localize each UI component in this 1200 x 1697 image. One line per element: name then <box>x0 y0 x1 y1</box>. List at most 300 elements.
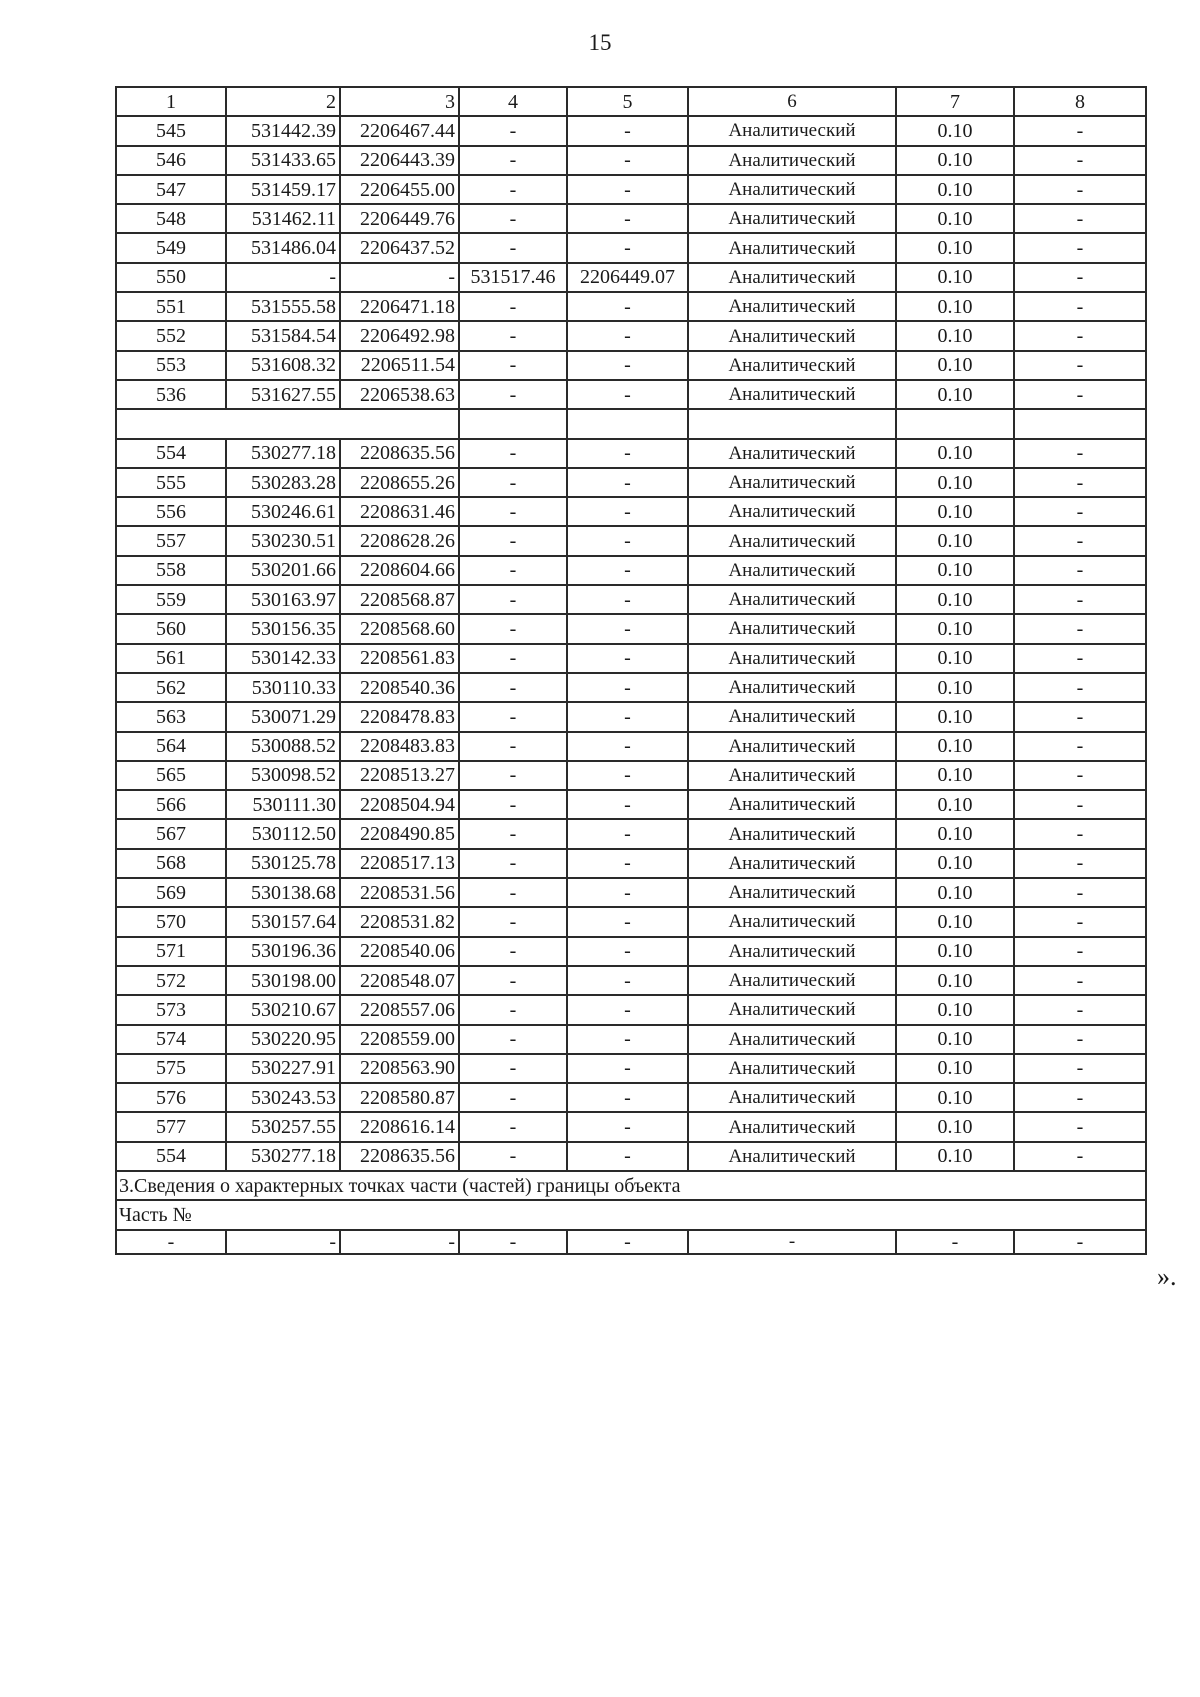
table-cell: - <box>459 937 567 966</box>
table-row <box>116 468 1146 497</box>
table-cell: 555 <box>116 468 226 497</box>
table-cell: Аналитический <box>688 468 896 497</box>
table-cell: - <box>567 146 688 175</box>
table-cell: 530163.97 <box>226 585 340 614</box>
table-cell: Аналитический <box>688 673 896 702</box>
table-header-row <box>116 87 1146 116</box>
table-row <box>116 644 1146 673</box>
table-cell: 530196.36 <box>226 937 340 966</box>
table-cell: 0.10 <box>896 907 1014 936</box>
table-cell: - <box>567 439 688 468</box>
table-cell: - <box>567 995 688 1024</box>
table-cell: 556 <box>116 497 226 526</box>
table-cell: Аналитический <box>688 497 896 526</box>
table-cell: 557 <box>116 526 226 555</box>
table-cell: 530283.28 <box>226 468 340 497</box>
separator-cell <box>1014 409 1146 438</box>
table-cell: - <box>459 585 567 614</box>
table-cell: - <box>1014 1054 1146 1083</box>
table-cell: 0.10 <box>896 966 1014 995</box>
table-cell: 0.10 <box>896 790 1014 819</box>
table-cell: 0.10 <box>896 497 1014 526</box>
table-cell: 530201.66 <box>226 556 340 585</box>
table-cell: - <box>459 497 567 526</box>
table-cell: 549 <box>116 233 226 262</box>
table-cell: 0.10 <box>896 819 1014 848</box>
table-cell: 570 <box>116 907 226 936</box>
table-cell: 0.10 <box>896 1054 1014 1083</box>
table-cell: 2208568.60 <box>340 614 459 643</box>
table-row <box>116 1142 1146 1171</box>
closing-quote: ». <box>1157 1262 1177 1291</box>
table-cell: - <box>567 233 688 262</box>
table-cell: 2208490.85 <box>340 819 459 848</box>
table-cell: - <box>459 175 567 204</box>
table-cell: 0.10 <box>896 292 1014 321</box>
table-cell: 530230.51 <box>226 526 340 555</box>
table-row <box>116 937 1146 966</box>
table-cell: 2208540.36 <box>340 673 459 702</box>
table-cell: 531486.04 <box>226 233 340 262</box>
table-cell: Аналитический <box>688 439 896 468</box>
table-cell: 2206437.52 <box>340 233 459 262</box>
table-cell: 0.10 <box>896 644 1014 673</box>
table-cell: Аналитический <box>688 937 896 966</box>
table-cell: - <box>1014 1112 1146 1141</box>
table-cell: 0.10 <box>896 116 1014 145</box>
table-cell: 530227.91 <box>226 1054 340 1083</box>
table-cell: - <box>1014 146 1146 175</box>
table-cell: 531584.54 <box>226 321 340 350</box>
table-cell: - <box>1014 1083 1146 1112</box>
table-cell: 548 <box>116 204 226 233</box>
table-cell: - <box>567 116 688 145</box>
table-cell: 562 <box>116 673 226 702</box>
table-cell: 2208548.07 <box>340 966 459 995</box>
table-cell: 2206455.00 <box>340 175 459 204</box>
table-cell: - <box>1014 233 1146 262</box>
table-cell: - <box>567 351 688 380</box>
table-cell: 0.10 <box>896 1025 1014 1054</box>
table-cell: 0.10 <box>896 849 1014 878</box>
table-cell: - <box>1014 468 1146 497</box>
table-cell: - <box>459 614 567 643</box>
table-cell: - <box>1014 1142 1146 1171</box>
table-cell: Аналитический <box>688 556 896 585</box>
section-3-title: 3.Сведения о характерных точках части (частей) границы объекта <box>116 1171 1146 1200</box>
table-cell: 2 <box>226 87 340 116</box>
table-cell: - <box>1014 263 1146 292</box>
table-cell: Аналитический <box>688 995 896 1024</box>
table-cell: 547 <box>116 175 226 204</box>
table-row <box>116 790 1146 819</box>
table-cell: - <box>567 380 688 409</box>
table-cell: 530111.30 <box>226 790 340 819</box>
table-cell: 2208628.26 <box>340 526 459 555</box>
table-cell: - <box>459 1230 567 1254</box>
table-cell: Аналитический <box>688 292 896 321</box>
table-cell: 530098.52 <box>226 761 340 790</box>
table-cell: - <box>567 790 688 819</box>
table-cell: 0.10 <box>896 146 1014 175</box>
table-cell: 530246.61 <box>226 497 340 526</box>
table-row <box>116 204 1146 233</box>
table-row <box>116 233 1146 262</box>
table-row <box>116 439 1146 468</box>
table-cell: 564 <box>116 732 226 761</box>
table-cell: - <box>1014 556 1146 585</box>
table-cell: - <box>459 878 567 907</box>
table-cell: 530198.00 <box>226 966 340 995</box>
table-row <box>116 1230 1146 1254</box>
table-cell: 551 <box>116 292 226 321</box>
table-cell: - <box>459 1083 567 1112</box>
table-cell: Аналитический <box>688 526 896 555</box>
table-cell: Аналитический <box>688 233 896 262</box>
table-cell: - <box>459 819 567 848</box>
table-cell: 2208616.14 <box>340 1112 459 1141</box>
table-cell: - <box>1014 761 1146 790</box>
table-cell: 560 <box>116 614 226 643</box>
table-cell: - <box>459 761 567 790</box>
table-cell: 530088.52 <box>226 732 340 761</box>
table-cell: 0.10 <box>896 1112 1014 1141</box>
table-cell: - <box>1014 966 1146 995</box>
table-cell: - <box>1014 614 1146 643</box>
table-cell: 0.10 <box>896 380 1014 409</box>
table-cell: 0.10 <box>896 233 1014 262</box>
table-row <box>116 761 1146 790</box>
table-cell: 530157.64 <box>226 907 340 936</box>
table-cell: 2208513.27 <box>340 761 459 790</box>
table-cell: Аналитический <box>688 175 896 204</box>
table-cell: Аналитический <box>688 585 896 614</box>
table-cell: Аналитический <box>688 1112 896 1141</box>
table-cell: - <box>1014 790 1146 819</box>
table-cell: - <box>567 761 688 790</box>
table-cell: 554 <box>116 1142 226 1171</box>
table-cell: 2206471.18 <box>340 292 459 321</box>
table-row <box>116 995 1146 1024</box>
table-cell: 0.10 <box>896 673 1014 702</box>
table-cell: 574 <box>116 1025 226 1054</box>
table-cell: - <box>459 673 567 702</box>
table-cell: 530142.33 <box>226 644 340 673</box>
table-cell: 2208531.56 <box>340 878 459 907</box>
table-row <box>116 819 1146 848</box>
table-row <box>116 732 1146 761</box>
table-row <box>116 673 1146 702</box>
separator-cell <box>688 409 896 438</box>
table-cell: - <box>459 907 567 936</box>
table-cell: - <box>1014 702 1146 731</box>
table-cell: 2208635.56 <box>340 439 459 468</box>
table-cell: - <box>567 585 688 614</box>
table-cell: 572 <box>116 966 226 995</box>
table-cell: - <box>567 1054 688 1083</box>
table-cell: 2208568.87 <box>340 585 459 614</box>
table-cell: 2206449.76 <box>340 204 459 233</box>
table-cell: - <box>1014 995 1146 1024</box>
table-cell: 2208531.82 <box>340 907 459 936</box>
table-cell: - <box>1014 175 1146 204</box>
table-cell: - <box>567 1112 688 1141</box>
table-cell: 571 <box>116 937 226 966</box>
table-cell: 546 <box>116 146 226 175</box>
table-cell: 530071.29 <box>226 702 340 731</box>
table-cell: 2206467.44 <box>340 116 459 145</box>
table-cell: - <box>116 1230 226 1254</box>
table-cell: - <box>567 614 688 643</box>
table-cell: - <box>1014 732 1146 761</box>
table-cell: 0.10 <box>896 468 1014 497</box>
table-cell: 2208557.06 <box>340 995 459 1024</box>
group-separator-row <box>116 409 1146 438</box>
table-cell: - <box>226 263 340 292</box>
table-cell: 569 <box>116 878 226 907</box>
table-cell: 2208483.83 <box>340 732 459 761</box>
table-cell: 561 <box>116 644 226 673</box>
table-cell: - <box>1014 439 1146 468</box>
table-cell: 530220.95 <box>226 1025 340 1054</box>
table-cell: - <box>459 204 567 233</box>
table-cell: 531608.32 <box>226 351 340 380</box>
table-cell: 0.10 <box>896 351 1014 380</box>
table-cell: - <box>1014 878 1146 907</box>
table-cell: - <box>567 292 688 321</box>
table-cell: 3 <box>340 87 459 116</box>
table-cell: - <box>340 263 459 292</box>
table-cell: Аналитический <box>688 263 896 292</box>
table-cell: 2208478.83 <box>340 702 459 731</box>
table-cell: Аналитический <box>688 116 896 145</box>
table-cell: 7 <box>896 87 1014 116</box>
table-cell: 0.10 <box>896 263 1014 292</box>
table-cell: 531517.46 <box>459 263 567 292</box>
table-cell: - <box>340 1230 459 1254</box>
table-cell: Аналитический <box>688 1054 896 1083</box>
table-row <box>116 321 1146 350</box>
table-cell: - <box>567 907 688 936</box>
table-cell: Аналитический <box>688 702 896 731</box>
separator-cell <box>567 409 688 438</box>
table-cell: - <box>1014 526 1146 555</box>
table-cell: 0.10 <box>896 321 1014 350</box>
table-row <box>116 526 1146 555</box>
table-cell: 565 <box>116 761 226 790</box>
table-row <box>116 614 1146 643</box>
table-cell: Аналитический <box>688 351 896 380</box>
table-cell: Аналитический <box>688 146 896 175</box>
table-cell: 531627.55 <box>226 380 340 409</box>
table-cell: 2206538.63 <box>340 380 459 409</box>
table-cell: - <box>567 702 688 731</box>
table-cell: - <box>459 790 567 819</box>
table-cell: 545 <box>116 116 226 145</box>
table-cell: 568 <box>116 849 226 878</box>
table-cell: 0.10 <box>896 526 1014 555</box>
table-cell: - <box>1014 849 1146 878</box>
table-cell: - <box>1014 1230 1146 1254</box>
table-cell: - <box>459 1054 567 1083</box>
section-heading-row <box>116 1171 1146 1200</box>
table-cell: - <box>567 644 688 673</box>
table-cell: 530243.53 <box>226 1083 340 1112</box>
table-cell: - <box>459 1025 567 1054</box>
table-cell: 2208580.87 <box>340 1083 459 1112</box>
table-cell: Аналитический <box>688 849 896 878</box>
table-cell: 531442.39 <box>226 116 340 145</box>
table-cell: - <box>459 146 567 175</box>
table-row <box>116 1112 1146 1141</box>
table-row <box>116 175 1146 204</box>
table-cell: 530210.67 <box>226 995 340 1024</box>
table-cell: - <box>459 732 567 761</box>
table-row <box>116 849 1146 878</box>
table-cell: - <box>567 966 688 995</box>
table-cell: - <box>567 468 688 497</box>
table-cell: 558 <box>116 556 226 585</box>
table-cell: 0.10 <box>896 1083 1014 1112</box>
table-cell: 530156.35 <box>226 614 340 643</box>
separator-cell <box>459 409 567 438</box>
table-cell: 559 <box>116 585 226 614</box>
table-cell: - <box>567 1230 688 1254</box>
table-cell: 0.10 <box>896 1142 1014 1171</box>
table-cell: - <box>567 819 688 848</box>
table-cell: Аналитический <box>688 966 896 995</box>
table-cell: - <box>459 966 567 995</box>
table-cell: Аналитический <box>688 1025 896 1054</box>
table-cell: 2208604.66 <box>340 556 459 585</box>
table-cell: 0.10 <box>896 702 1014 731</box>
table-cell: - <box>567 204 688 233</box>
table-cell: - <box>1014 585 1146 614</box>
part-label-row <box>116 1200 1146 1229</box>
table-cell: 2206511.54 <box>340 351 459 380</box>
table-cell: 554 <box>116 439 226 468</box>
separator-cell <box>116 409 459 438</box>
table-cell: 0.10 <box>896 556 1014 585</box>
boundary-points-table <box>115 86 1147 1255</box>
table-cell: 552 <box>116 321 226 350</box>
table-cell: - <box>1014 819 1146 848</box>
table-cell: 576 <box>116 1083 226 1112</box>
table-cell: - <box>567 1142 688 1171</box>
table-cell: 0.10 <box>896 585 1014 614</box>
table-cell: - <box>567 497 688 526</box>
table-cell: - <box>459 292 567 321</box>
table-row <box>116 1054 1146 1083</box>
table-cell: - <box>1014 321 1146 350</box>
table-cell: - <box>459 439 567 468</box>
table-cell: Аналитический <box>688 644 896 673</box>
table-cell: 530125.78 <box>226 849 340 878</box>
table-cell: - <box>1014 673 1146 702</box>
table-cell: - <box>567 526 688 555</box>
table-cell: 2206443.39 <box>340 146 459 175</box>
table-cell: 0.10 <box>896 732 1014 761</box>
table-cell: - <box>1014 351 1146 380</box>
table-cell: - <box>459 116 567 145</box>
table-cell: - <box>567 175 688 204</box>
table-cell: 531462.11 <box>226 204 340 233</box>
table-cell: 575 <box>116 1054 226 1083</box>
table-cell: 1 <box>116 87 226 116</box>
table-cell: 2208540.06 <box>340 937 459 966</box>
table-cell: 0.10 <box>896 614 1014 643</box>
table-cell: Аналитический <box>688 819 896 848</box>
table-cell: 530110.33 <box>226 673 340 702</box>
table-cell: 0.10 <box>896 995 1014 1024</box>
table-cell: 531555.58 <box>226 292 340 321</box>
table-row <box>116 263 1146 292</box>
table-cell: - <box>459 849 567 878</box>
table-cell: 2206449.07 <box>567 263 688 292</box>
table-cell: 2208504.94 <box>340 790 459 819</box>
page-number: 15 <box>588 30 612 55</box>
table-cell: - <box>1014 907 1146 936</box>
table-cell: 530138.68 <box>226 878 340 907</box>
table-cell: 6 <box>688 87 896 116</box>
table-cell: 2208631.46 <box>340 497 459 526</box>
table-cell: - <box>567 937 688 966</box>
table-row <box>116 116 1146 145</box>
table-cell: 550 <box>116 263 226 292</box>
table-cell: - <box>567 673 688 702</box>
table-cell: - <box>459 351 567 380</box>
table-cell: - <box>459 556 567 585</box>
table-cell: Аналитический <box>688 1083 896 1112</box>
table-cell: 8 <box>1014 87 1146 116</box>
table-row <box>116 497 1146 526</box>
table-cell: 2208635.56 <box>340 1142 459 1171</box>
table-cell: Аналитический <box>688 1142 896 1171</box>
table-row <box>116 1025 1146 1054</box>
table-cell: 2206492.98 <box>340 321 459 350</box>
table-cell: - <box>459 702 567 731</box>
table-cell: 531459.17 <box>226 175 340 204</box>
table-cell: - <box>1014 380 1146 409</box>
table-cell: Аналитический <box>688 321 896 350</box>
table-cell: 530112.50 <box>226 819 340 848</box>
table-cell: - <box>459 321 567 350</box>
table-cell: - <box>459 380 567 409</box>
table-cell: 0.10 <box>896 439 1014 468</box>
table-row <box>116 702 1146 731</box>
table-cell: Аналитический <box>688 790 896 819</box>
table-cell: - <box>1014 292 1146 321</box>
table-cell: 567 <box>116 819 226 848</box>
table-row <box>116 351 1146 380</box>
table-cell: 0.10 <box>896 204 1014 233</box>
table-cell: - <box>459 233 567 262</box>
table-row <box>116 380 1146 409</box>
table-row <box>116 292 1146 321</box>
table-cell: - <box>459 1112 567 1141</box>
table-cell: - <box>459 644 567 673</box>
table-cell: 2208561.83 <box>340 644 459 673</box>
table-cell: Аналитический <box>688 732 896 761</box>
table-cell: - <box>1014 1025 1146 1054</box>
table-cell: 2208655.26 <box>340 468 459 497</box>
table-cell: Аналитический <box>688 204 896 233</box>
table-cell: 0.10 <box>896 937 1014 966</box>
table-cell: - <box>567 1083 688 1112</box>
part-number-label: Часть № <box>116 1200 1146 1229</box>
table-body <box>116 87 1146 1254</box>
separator-cell <box>896 409 1014 438</box>
